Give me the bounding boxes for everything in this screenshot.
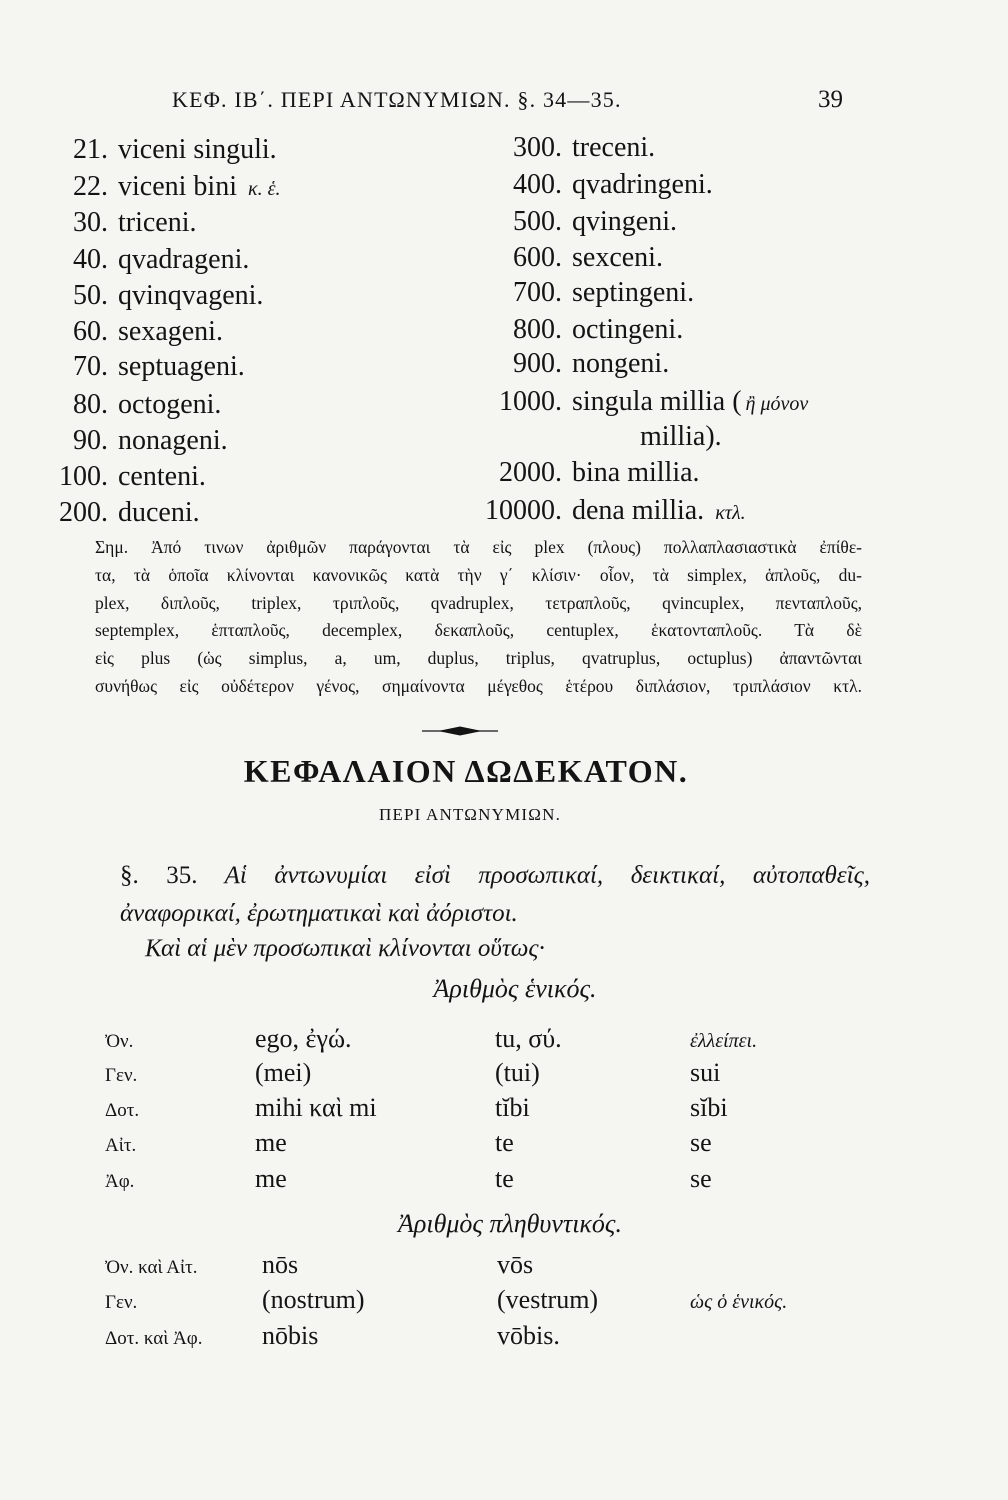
running-title: ΚΕΦ. ΙΒ΄. ΠΕΡΙ ΑΝΤΩΝΥΜΙΩΝ. §. 34—35.	[172, 87, 622, 112]
numeral-row	[48, 172, 280, 203]
ornament-rule	[420, 724, 500, 738]
numeral-number: 1000.	[499, 386, 562, 417]
numeral-number: 90.	[73, 425, 108, 456]
first-person-form: me	[255, 1128, 287, 1157]
numeral-word: octogeni.	[118, 389, 222, 420]
numeral-number: 22.	[73, 171, 108, 202]
case-label: Ἀφ.	[105, 1171, 135, 1192]
case-label: Αἰτ.	[105, 1135, 137, 1156]
numeral-word: viceni singuli.	[118, 134, 277, 165]
case-label: Ὀν. καὶ Αἰτ.	[105, 1257, 198, 1278]
note-line: συνήθως εἰς οὐδέτερον γένος, σημαίνοντα μέγεθος ἑτέρου διπλάσιον, τριπλάσιον κτλ.	[95, 676, 862, 696]
numeral-word: qvinqvageni.	[118, 280, 264, 311]
numeral-word: singula millia (	[572, 386, 742, 417]
first-person-form: (nostrum)	[262, 1285, 365, 1314]
numeral-row	[48, 135, 277, 166]
numeral-word: septuageni.	[118, 351, 245, 382]
section-number: §. 35.	[120, 862, 198, 889]
third-person-form: se	[690, 1164, 712, 1193]
note-line: εἰς plus (ὡς simplus, a, um, duplus, triplus, qvatruplus, octuplus) ἀπαντῶνται	[95, 648, 862, 668]
third-person-form: ἐλλείπει.	[690, 1030, 758, 1052]
page-number: 39	[818, 86, 843, 113]
numeral-word: octingeni.	[572, 314, 684, 345]
numeral-abbreviation: κ. ἑ.	[247, 178, 281, 200]
numeral-number: 40.	[73, 244, 108, 275]
declension-row	[105, 1024, 757, 1054]
second-person-form: te	[495, 1164, 514, 1193]
numeral-row	[472, 243, 663, 274]
declension-row	[105, 1128, 712, 1158]
numeral-word: sexceni.	[572, 242, 663, 273]
numeral-row	[48, 352, 245, 383]
numeral-word: bina millia.	[572, 457, 700, 488]
third-person-form: ὡς ὁ ἑνικός.	[690, 1291, 788, 1313]
numeral-number: 50.	[73, 280, 108, 311]
numeral-row	[48, 498, 200, 529]
first-person-form: mihi καὶ mi	[255, 1093, 377, 1122]
numeral-number: 900.	[513, 348, 562, 379]
numeral-number: 300.	[513, 132, 562, 163]
first-person-form: me	[255, 1164, 287, 1193]
declension-row	[105, 1058, 720, 1088]
singular-heading: Ἀριθμὸς ἑνικός.	[433, 974, 597, 1003]
numeral-number: 500.	[513, 206, 562, 237]
numeral-row	[48, 317, 223, 348]
section-line-3: Καὶ αἱ μὲν προσωπικαὶ κλίνονται οὕτως·	[145, 935, 545, 962]
numeral-word: nonageni.	[118, 425, 228, 456]
note-line: septemplex, ἑπταπλοῦς, decemplex, δεκαπλοῦς, centuplex, ἑκατονταπλοῦς. Τὰ δὲ	[95, 620, 862, 640]
section-line-2: ἀναφορικαί, ἐρωτηματικαὶ καὶ ἀόριστοι.	[120, 900, 518, 927]
numeral-number: 400.	[513, 169, 562, 200]
case-label: Δοτ. καὶ Ἀφ.	[105, 1328, 203, 1349]
numeral-row	[472, 496, 746, 527]
numeral-row	[48, 462, 206, 493]
numeral-row	[472, 170, 713, 201]
numeral-row	[472, 349, 669, 380]
numeral-number: 100.	[59, 461, 108, 492]
numeral-word: nongeni.	[572, 348, 670, 379]
plural-heading: Ἀριθμὸς πληθυντικός.	[398, 1209, 622, 1238]
chapter-title: ΚΕΦΑΛΑΙΟΝ ΔΩΔΕΚΑΤΟΝ.	[243, 753, 689, 789]
chapter-subtitle: ΠΕΡΙ ΑΝΤΩΝΥΜΙΩΝ.	[378, 805, 562, 824]
numeral-number: 2000.	[499, 457, 562, 488]
numeral-etc: κτλ.	[715, 502, 746, 524]
numeral-row	[48, 426, 228, 457]
section-line-1	[120, 862, 870, 891]
numeral-word: centeni.	[118, 461, 206, 492]
numeral-row	[472, 207, 677, 238]
numeral-number: 600.	[513, 242, 562, 273]
numeral-number: 800.	[513, 314, 562, 345]
case-label: Ὀν.	[105, 1031, 134, 1052]
numeral-word: treceni.	[572, 132, 656, 163]
numeral-row	[48, 208, 197, 239]
second-person-form: vōs	[497, 1250, 534, 1279]
second-person-form: vōbis.	[497, 1321, 560, 1350]
second-person-form: tu, σύ.	[495, 1024, 562, 1053]
numeral-word: triceni.	[118, 207, 197, 238]
second-person-form: (vestrum)	[497, 1285, 599, 1314]
case-label: Δοτ.	[105, 1100, 140, 1121]
note-line: plex, διπλοῦς, triplex, τριπλοῦς, qvadruplex, τετραπλοῦς, qvincuplex, πενταπλοῦς,	[95, 593, 862, 613]
numeral-word: qvingeni.	[572, 206, 677, 237]
declension-row	[105, 1093, 728, 1123]
declension-row	[105, 1250, 690, 1280]
numeral-word: sexageni.	[118, 316, 223, 347]
numeral-number: 700.	[513, 277, 562, 308]
second-person-form: tĭbi	[495, 1093, 530, 1122]
numeral-number: 200.	[59, 497, 108, 528]
numeral-row	[472, 315, 683, 346]
numeral-continuation: millia).	[640, 421, 722, 452]
numeral-word: septingeni.	[572, 277, 695, 308]
numeral-number: 10000.	[485, 495, 562, 526]
numeral-word: duceni.	[118, 497, 200, 528]
declension-row	[105, 1321, 690, 1351]
numeral-number: 70.	[73, 351, 108, 382]
declension-row	[105, 1285, 787, 1315]
third-person-form: sĭbi	[690, 1093, 728, 1122]
numeral-row	[472, 133, 655, 164]
numeral-number: 30.	[73, 207, 108, 238]
numeral-number: 80.	[73, 389, 108, 420]
numeral-gloss: ἢ μόνον	[745, 393, 809, 415]
second-person-form: te	[495, 1128, 514, 1157]
numeral-row	[48, 281, 263, 312]
declension-row	[105, 1164, 712, 1194]
third-person-form: se	[690, 1128, 712, 1157]
numeral-row	[48, 245, 249, 276]
first-person-form: (mei)	[255, 1058, 312, 1087]
numeral-row	[472, 278, 694, 309]
numeral-word: qvadringeni.	[572, 169, 713, 200]
note-line: τα, τὰ ὁποῖα κλίνονται κανονικῶς κατὰ τὴν γ΄ κλίσιν· οἷον, τὰ simplex, ἁπλοῦς, du-	[95, 565, 862, 585]
numeral-word: dena millia.	[572, 495, 705, 526]
case-label: Γεν.	[105, 1292, 138, 1313]
numeral-word: qvadrageni.	[118, 244, 250, 275]
numeral-word: viceni bini	[118, 171, 237, 202]
numeral-row	[472, 387, 808, 418]
numeral-number: 21.	[73, 134, 108, 165]
third-person-form: sui	[690, 1058, 721, 1087]
numeral-row	[48, 390, 221, 421]
case-label: Γεν.	[105, 1065, 138, 1086]
note-line: Σημ. Ἀπό τινων ἀριθμῶν παράγονται τὰ εἰς plex (πλους) πολλαπλασιαστικὰ ἐπίθε-	[95, 537, 862, 557]
numeral-row	[472, 458, 700, 489]
section-text: Αἱ ἀντωνυμίαι εἰσὶ προσωπικαί, δεικτικαί, αὐτοπαθεῖς,	[224, 862, 870, 889]
first-person-form: ego, ἐγώ.	[255, 1024, 352, 1053]
first-person-form: nōbis	[262, 1321, 319, 1350]
numeral-number: 60.	[73, 316, 108, 347]
second-person-form: (tui)	[495, 1058, 540, 1087]
first-person-form: nōs	[262, 1250, 299, 1279]
